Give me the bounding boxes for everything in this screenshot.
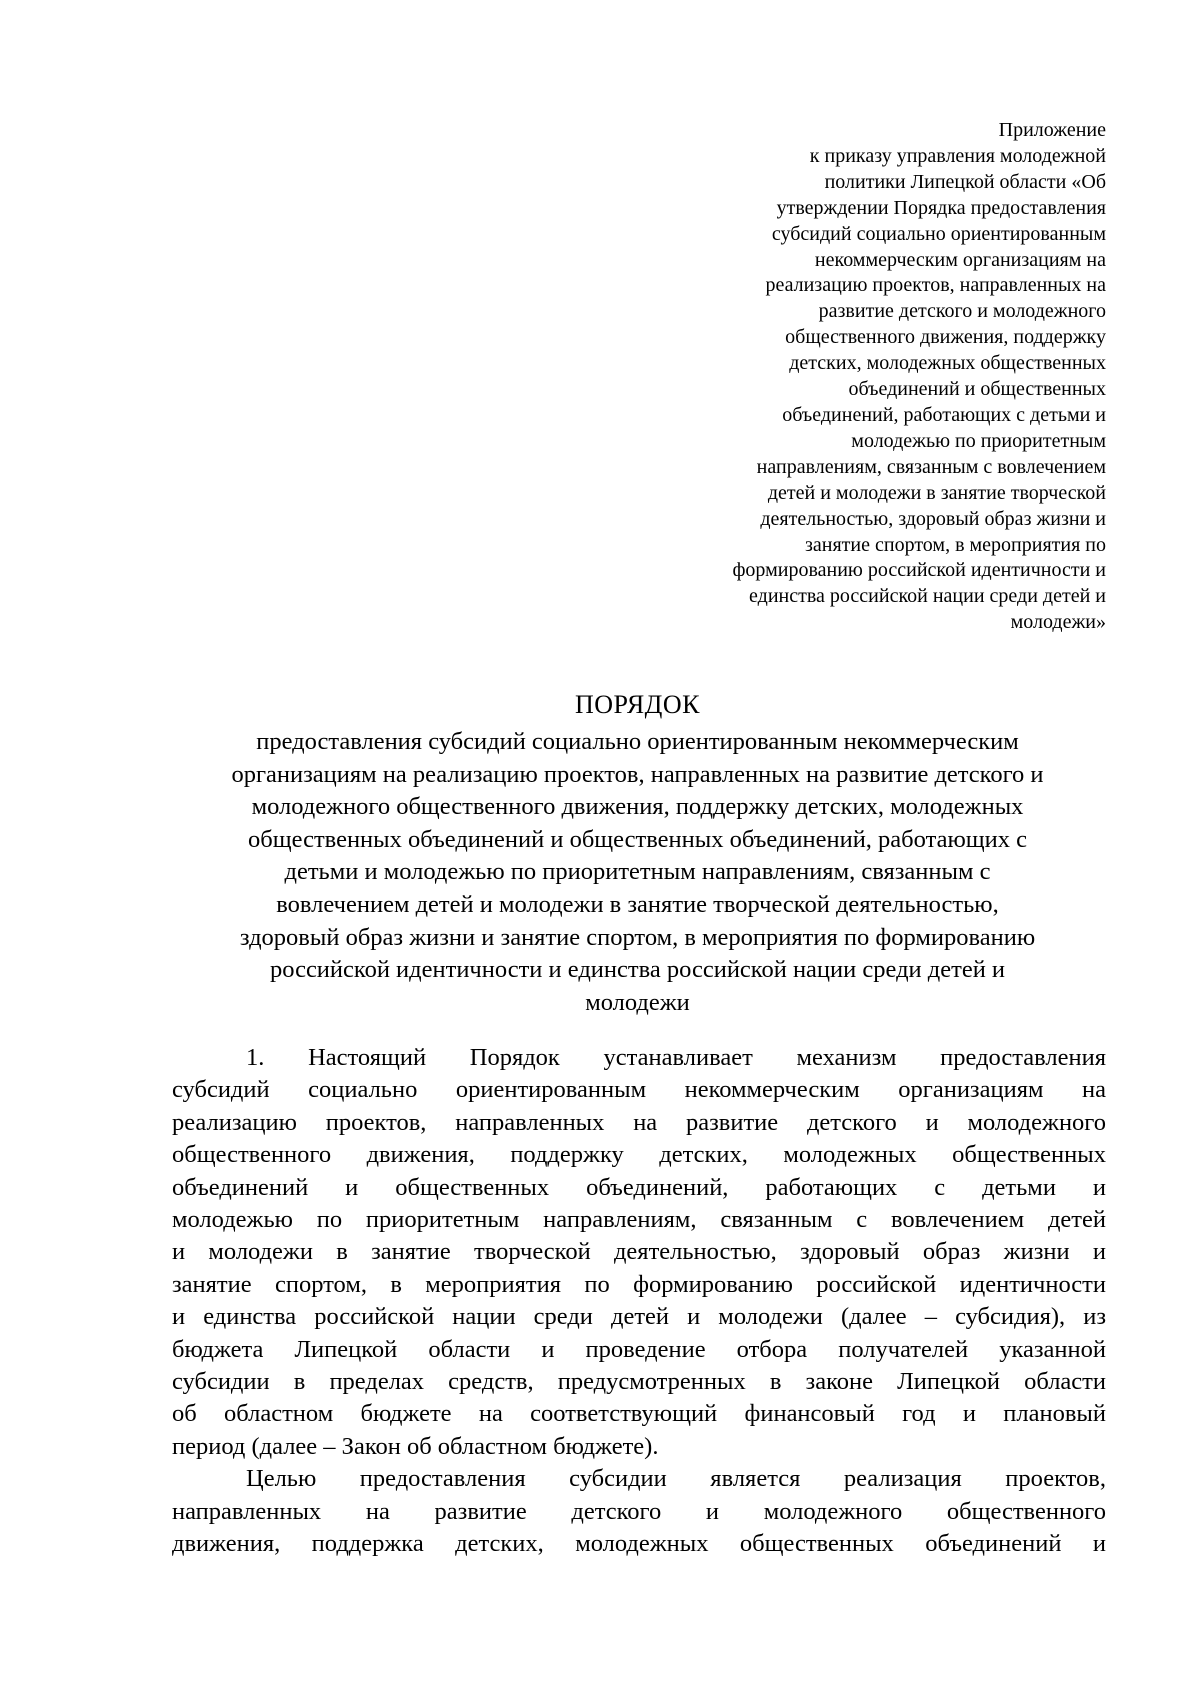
paragraph-line: направленных на развитие детского и молодежного общественного: [172, 1497, 1106, 1525]
appendix-line: к приказу управления молодежной: [809, 144, 1106, 167]
appendix-line: некоммерческим организациям на: [814, 248, 1106, 271]
appendix-line: детских, молодежных общественных: [789, 352, 1106, 375]
appendix-line: политики Липецкой области «Об: [824, 170, 1106, 193]
paragraph-line: и единства российской нации среди детей и молодежи (далее – субсидия), из: [172, 1303, 1106, 1331]
paragraph-line: общественного движения, поддержку детских, молодежных общественных: [172, 1141, 1106, 1169]
subtitle-line: детьми и молодежью по приоритетным направлениям, связанным с: [284, 858, 991, 886]
appendix-line: утверждении Порядка предоставления: [776, 196, 1106, 219]
subtitle-line: общественных объединений и общественных объединений, работающих с: [248, 825, 1027, 853]
subtitle-line: российской идентичности и единства российской нации среди детей и: [269, 956, 1006, 984]
appendix-line: единства российской нации среди детей и: [749, 585, 1106, 608]
document-title: ПОРЯДОК: [574, 690, 701, 719]
appendix-line: детей и молодежи в занятие творческой: [767, 481, 1106, 504]
paragraph-line: молодежью по приоритетным направлениям, связанным с вовлечением детей: [172, 1206, 1106, 1234]
appendix-line: Приложение: [998, 119, 1106, 141]
appendix-header: [686, 118, 1106, 636]
paragraph-line: период (далее – Закон об областном бюджете).: [172, 1432, 659, 1460]
paragraph-line: бюджета Липецкой области и проведение отбора получателей указанной: [172, 1335, 1106, 1363]
appendix-line: направлениям, связанным с вовлечением: [756, 455, 1106, 478]
paragraph-line: движения, поддержка детских, молодежных общественных объединений и: [172, 1530, 1106, 1558]
paragraph-line: 1. Настоящий Порядок устанавливает механизм предоставления: [246, 1044, 1106, 1071]
appendix-line: молодежью по приоритетным: [851, 429, 1106, 452]
subtitle-line: молодежи: [585, 988, 690, 1016]
appendix-line: молодежи»: [1010, 611, 1106, 634]
appendix-line: объединений, работающих с детьми и: [782, 403, 1106, 426]
subtitle-line: здоровый образ жизни и занятие спортом, в мероприятия по формированию: [239, 923, 1036, 951]
paragraph-line: объединений и общественных объединений, работающих с детьми и: [172, 1173, 1106, 1201]
appendix-line: субсидий социально ориентированным: [771, 222, 1106, 245]
subtitle-line: организациям на реализацию проектов, направленных на развитие детского и: [231, 760, 1044, 788]
document-body: [172, 1042, 1106, 1561]
paragraph-line: субсидии в пределах средств, предусмотренных в законе Липецкой области: [172, 1368, 1106, 1396]
paragraph-line: реализацию проектов, направленных на развитие детского и молодежного: [172, 1108, 1106, 1136]
paragraph-line: об областном бюджете на соответствующий финансовый год и плановый: [172, 1400, 1106, 1428]
paragraph-line: занятие спортом, в мероприятия по формированию российской идентичности: [172, 1270, 1106, 1298]
paragraph-1: [172, 1042, 1106, 1463]
paragraph-2: [172, 1463, 1106, 1560]
subtitle-line: предоставления субсидий социально ориентированным некоммерческим: [256, 728, 1019, 755]
appendix-line: занятие спортом, в мероприятия по: [805, 533, 1106, 556]
appendix-line: реализацию проектов, направленных на: [765, 274, 1106, 297]
subtitle-line: молодежного общественного движения, поддержку детских, молодежных: [251, 793, 1024, 821]
appendix-line: формированию российской идентичности и: [732, 559, 1106, 582]
appendix-line: объединений и общественных: [848, 378, 1106, 401]
appendix-line: общественного движения, поддержку: [785, 326, 1106, 349]
document-subtitle: [150, 726, 1125, 1019]
paragraph-line: Целью предоставления субсидии является реализация проектов,: [246, 1465, 1106, 1493]
paragraph-line: и молодежи в занятие творческой деятельностью, здоровый образ жизни и: [172, 1238, 1106, 1266]
appendix-line: развитие детского и молодежного: [818, 300, 1106, 323]
paragraph-line: субсидий социально ориентированным некоммерческим организациям на: [172, 1076, 1106, 1104]
subtitle-line: вовлечением детей и молодежи в занятие творческой деятельностью,: [276, 890, 999, 918]
appendix-line: деятельностью, здоровый образ жизни и: [760, 507, 1106, 530]
